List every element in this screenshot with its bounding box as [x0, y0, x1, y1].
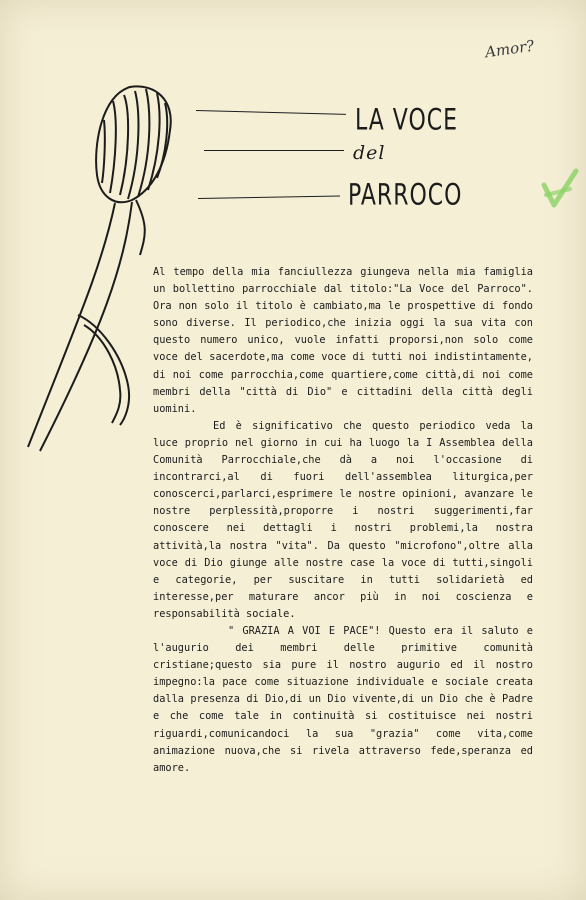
paragraph: Ed è significativo che questo periodico veda la luce proprio nel giorno in cui ha luogo la I Assemblea della Comunità Parrocchiale,che dà a noi l'occasione di incontrarci,al di fuori dell'assemblea liturgica,per conoscerci,parlarci,esprimere le nostre opinioni, avanzare le nostre perplessità,proporre i nostri suggerimenti,far conoscere nei dettagli i nostri problemi,la nostra attività,la nostra "vita". Da questo "microfono",oltre alla voce di Dio giunge alle nostre case la voce di tutti,singoli e categorie, per suscitare in tutti solidarietà ed interesse,per maturare ancor più in noi coscienza e responsabilità sociale. [153, 419, 533, 620]
masthead-rule [198, 196, 340, 199]
paragraph: " GRAZIA A VOI E PACE"! Questo era il saluto e l'augurio dei membri delle primitive comunità cristiane;questo sia pure il nostro augurio ed il nostro impegno:la pace come situazione individuale e sociale creata dalla presenza di Dio,di un Dio vivente,di un Dio che è Padre e che come tale in continuità si costituisce nei nostri riguardi,comunicandoci la sua "grazia" come vita,come animazione nuova,che si rivela attraverso fede,speranza ed amore. [153, 624, 533, 774]
masthead-title-parroco: PARROCO [348, 179, 463, 213]
masthead-rule [204, 150, 344, 151]
handwritten-annotation: Amor? [483, 36, 536, 62]
masthead-rule [196, 110, 346, 115]
masthead-title-la-voce: LA VOCE [355, 104, 459, 138]
article-body [153, 264, 533, 777]
masthead-title-del: del [353, 142, 386, 164]
paragraph: Al tempo della mia fanciullezza giungeva nella mia famiglia un bollettino parrocchiale dal titolo:"La Voce del Parroco". Ora non solo il titolo è cambiato,ma le prospettive di fondo sono diverse. Il periodico,che inizia oggi la sua vita con questo numero unico, vuole infatti proporsi,non solo come voce del sacerdote,ma come voce di tutti noi indistintamente, di noi come parrocchia,come quartiere,come città,di noi come membri della "città di Dio" e cittadini della città degli uomini. [153, 266, 533, 415]
green-check-mark [540, 165, 580, 215]
